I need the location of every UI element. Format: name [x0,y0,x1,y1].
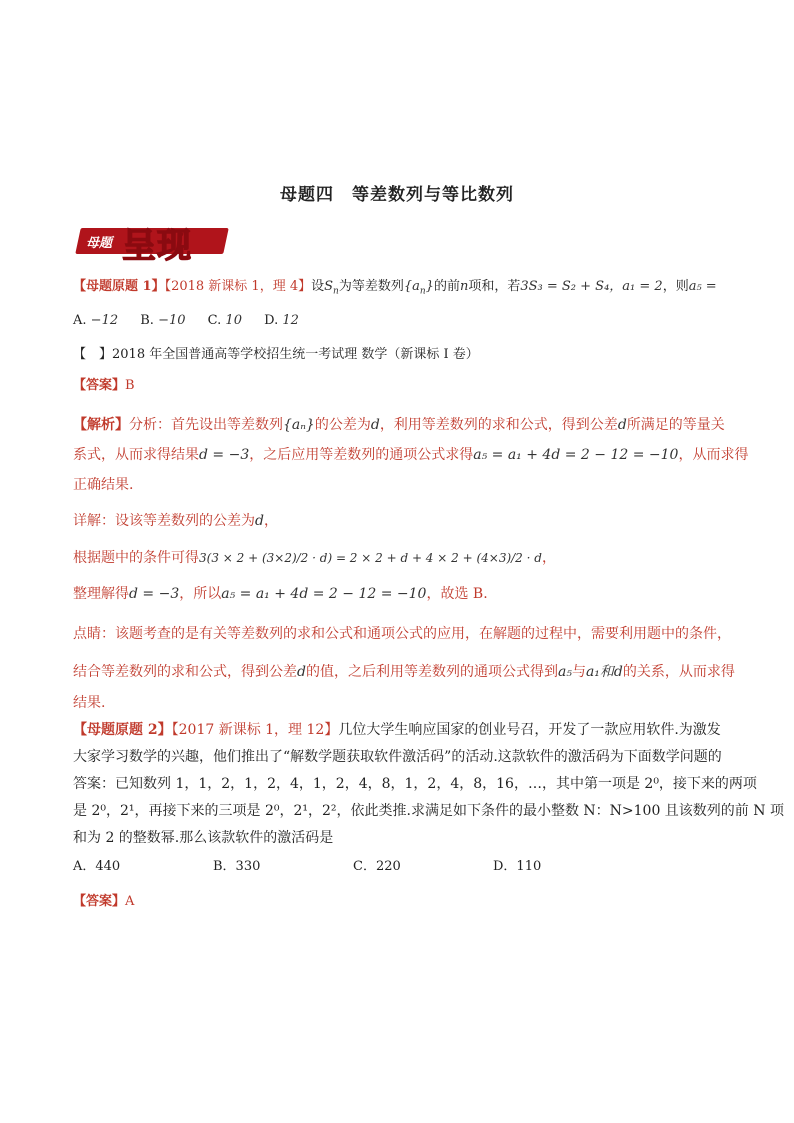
q1-stem-sn: S [324,279,334,294]
page-title: 母题四 等差数列与等比数列 [280,185,514,205]
q1-option-a: −12 [90,313,119,328]
q1-tag: 【母题原题 1】 [73,279,165,294]
detail-text: 整理解得 [73,586,129,602]
q2-source: 【2017 新课标 1，理 12】 [171,722,339,738]
q2-answer [73,890,733,909]
q1-stem-e: ，则 [662,279,689,294]
q2-option-b: B．330 [213,859,261,874]
q1-point-line1: 点睛：该题考查的是有关等差数列的求和公式和通项公式的应用，在解题的过程中，需要利用题中的条件， [73,626,731,642]
q2-line1 [73,719,733,739]
q1-option-a-label: A. [73,313,87,328]
q1-stem [73,275,733,297]
detail-text: ， [263,513,278,529]
q1-analysis-line3: 正确结果. [73,477,134,493]
q2-answer-value: A [125,894,135,909]
analysis-text: ，之后应用等差数列的通项公式求得 [249,447,474,463]
point-math: a₁和d [585,664,623,680]
detail-math: d [255,513,264,529]
point-math: d [297,664,306,680]
analysis-text: 所满足的等量关 [626,417,725,433]
q2-option-c: C．220 [353,859,401,874]
q1-stem-n: n [333,286,339,297]
q1-analysis-line1 [73,414,733,434]
q1-stem-d: 项和，若 [468,279,521,294]
q1-stem-c: 的前 [433,279,460,294]
q1-detail-line3 [73,583,733,603]
analysis-text: 系式，从而求得结果 [73,447,199,463]
q2-line5: 和为 2 的整数幂.那么该款软件的激活码是 [73,830,334,846]
point-text: 的关系，从而求得 [622,664,735,680]
point-text: 结合等差数列的求和公式，得到公差 [73,664,297,680]
analysis-text: 分析：首先设出等差数列 [129,417,283,433]
analysis-math: {aₙ} [283,417,315,433]
detail-text: ，所以 [179,586,222,602]
q1-option-b: −10 [158,313,186,328]
q1-analysis-line2 [73,444,749,464]
q1-stem-a: 设 [311,279,325,294]
q1-stem-b: 为等差数列 [338,279,404,294]
detail-text: ，故选 B. [426,586,488,602]
q2-option-d: D．110 [493,859,542,874]
q1-option-c: 10 [225,313,242,328]
q1-option-d-label: D. [264,313,279,328]
point-math: a₅ [557,664,572,680]
q2-options [73,855,733,874]
q1-option-b-label: B. [140,313,154,328]
analysis-math: d [370,417,380,433]
q1-answer-value: B [125,378,135,393]
q1-source: 【2018 新课标 1，理 4】 [164,279,312,294]
q1-source-line: 【 】2018 年全国普通高等学校招生统一考试理 数学（新课标 I 卷） [73,347,479,362]
q1-point-line2 [73,661,733,681]
analysis-text: ，利用等差数列的求和公式，得到公差 [379,417,618,433]
q1-answer [73,374,733,393]
banner-big-text: 呈现 [122,226,192,266]
q2-line4: 是 2⁰，2¹，再接下来的三项是 2⁰，2¹，2²，依此类推.求满足如下条件的最小整数 N：N>100 且该数列的前 N 项 [73,803,784,819]
q2-text: 几位大学生响应国家的创业号召，开发了一款应用软件.为激发 [338,722,721,738]
detail-text: 根据题中的条件可得 [73,550,199,566]
analysis-math: d [617,417,627,433]
detail-text: ， [541,550,556,566]
q1-stem-eq: 3S₃ = S₂ + S₄，a₁ = 2 [520,279,663,294]
q1-analysis-tag: 【解析】 [73,417,129,433]
detail-text: 详解：设该等差数列的公差为 [73,513,255,529]
q1-stem-n2: n [459,279,469,294]
analysis-math: d = −3 [199,447,250,463]
q2-option-a: A．440 [73,859,121,874]
q2-answer-tag: 【答案】 [73,894,126,909]
detail-math: 3(3 × 2 + (3×2)/2 · d) = 2 × 2 + d + 4 × 2 + (4×3)/2 · d [199,551,542,565]
q1-stem-an2: n [419,286,426,297]
section-banner [78,222,228,266]
q1-option-c-label: C. [207,313,222,328]
q1-options [73,313,733,328]
banner-small-text: 母题 [86,236,113,251]
analysis-text: ，从而求得 [678,447,749,463]
analysis-math: a₅ = a₁ + 4d = 2 − 12 = −10 [473,447,679,463]
q2-line2: 大家学习数学的兴趣，他们推出了“解数学题获取软件激活码”的活动.这款软件的激活码为下面数学问题的 [73,749,722,765]
analysis-text: 的公差为 [314,417,371,433]
q1-stem-an: {a [403,279,420,294]
point-text: 的值，之后利用等差数列的通项公式得到 [305,664,558,680]
point-text: 与 [571,664,586,680]
q2-tag: 【母题原题 2】 [73,722,172,738]
q1-detail-line2 [73,547,733,567]
q1-stem-a5: a₅ = [688,279,717,294]
detail-math: d = −3 [129,586,180,602]
q1-detail-line1 [73,510,733,530]
q2-line3: 答案：已知数列 1，1，2，1，2，4，1，2，4，8，1，2，4，8，16，…，其中第一项是 2⁰，接下来的两项 [73,776,757,792]
q1-point-line3: 结果. [73,695,106,711]
q1-answer-tag: 【答案】 [73,378,126,393]
detail-math: a₅ = a₁ + 4d = 2 − 12 = −10 [221,586,427,602]
q1-option-d: 12 [282,313,299,328]
q1-stem-an3: } [425,279,434,294]
